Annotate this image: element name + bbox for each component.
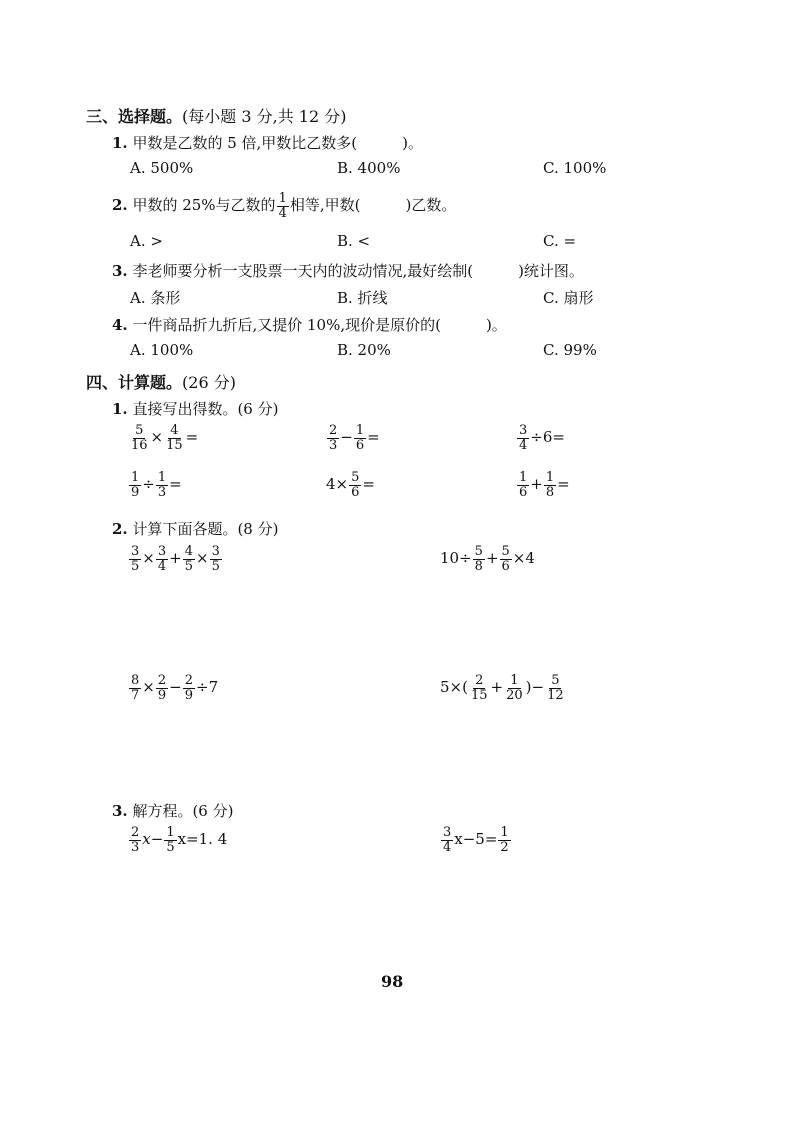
operator: + <box>169 549 182 568</box>
section-4-title <box>86 370 236 393</box>
fraction <box>210 545 222 573</box>
denominator: 3 <box>131 839 140 855</box>
numerator: 5 <box>551 673 560 688</box>
denominator: 6 <box>355 437 365 453</box>
fraction <box>129 545 141 573</box>
question-number: 1. <box>112 400 128 418</box>
question-4 <box>112 314 507 335</box>
question-text-post: 相等,甲数( )乙数。 <box>289 196 457 215</box>
numerator: 4 <box>184 544 193 559</box>
numerator: 3 <box>443 825 452 840</box>
numerator: 2 <box>184 673 193 688</box>
q4-option-b: B. 20% <box>337 341 391 359</box>
operator: + <box>530 475 543 494</box>
expression-mid: )− <box>525 678 545 697</box>
denominator: 3 <box>329 437 338 453</box>
page-number: 98 <box>381 972 404 991</box>
denominator: 12 <box>547 687 564 703</box>
expression-pre: 4× <box>326 475 349 494</box>
section-4-heading: 四、计算题。 <box>86 373 183 392</box>
fraction <box>469 674 490 702</box>
q3-option-b: B. 折线 <box>337 289 388 307</box>
numerator: 1 <box>131 470 140 485</box>
denominator: 4 <box>278 205 287 221</box>
expression-post: ÷7 <box>196 678 219 697</box>
denominator: 4 <box>519 437 528 453</box>
denominator: 5 <box>184 558 193 574</box>
question-text: 解方程。(6 分) <box>132 802 234 820</box>
question-text: 一件商品折九折后,又提价 10%,现价是原价的( )。 <box>132 316 507 334</box>
calc-problem-3 <box>128 674 218 702</box>
mental-calc-3 <box>516 424 565 452</box>
equation-2 <box>440 826 512 854</box>
numerator: 3 <box>131 544 140 559</box>
fraction <box>504 674 525 702</box>
numerator: 1 <box>545 470 555 485</box>
question-1 <box>112 132 423 153</box>
denominator: 15 <box>166 437 183 453</box>
equals-sign: = <box>367 428 380 447</box>
fraction <box>156 674 168 702</box>
denominator: 9 <box>157 687 167 703</box>
mental-calc-6 <box>516 471 570 499</box>
fraction <box>517 471 529 499</box>
denominator: 7 <box>131 687 140 703</box>
operator: ÷ <box>142 475 155 494</box>
operator: × <box>150 428 164 447</box>
fraction <box>327 424 339 452</box>
numerator: 2 <box>329 423 338 438</box>
q2-option-b: B. < <box>337 232 371 250</box>
operator: − <box>169 678 182 697</box>
expression-part: x=1. 4 <box>177 830 228 849</box>
fraction <box>441 826 453 854</box>
numerator: 3 <box>519 423 528 438</box>
q3-option-a: A. 条形 <box>130 289 181 307</box>
section-4-note: (26 分) <box>182 373 236 392</box>
denominator: 5 <box>131 558 140 574</box>
fraction <box>164 826 176 854</box>
numerator: 1 <box>166 825 175 840</box>
fraction <box>156 545 168 573</box>
operator: × <box>142 678 155 697</box>
numerator: 5 <box>501 544 510 559</box>
q2-option-a: A. > <box>130 232 163 250</box>
denominator: 8 <box>474 558 483 574</box>
denominator: 6 <box>519 484 528 500</box>
fraction <box>349 471 361 499</box>
equals-sign: = <box>169 475 182 494</box>
q1-option-b: B. 400% <box>337 159 401 177</box>
fraction <box>277 192 289 220</box>
numerator: 5 <box>474 544 483 559</box>
question-number: 1. <box>112 134 128 152</box>
denominator: 6 <box>351 484 360 500</box>
denominator: 15 <box>470 687 488 703</box>
denominator: 4 <box>157 558 167 574</box>
numerator: 1 <box>157 470 167 485</box>
equals-sign: = <box>362 475 375 494</box>
question-number: 2. <box>112 520 128 538</box>
mental-calc-4 <box>128 471 182 499</box>
fraction <box>545 674 566 702</box>
q1-option-a: A. 500% <box>130 159 194 177</box>
fraction <box>129 826 141 854</box>
operator: + <box>490 678 504 697</box>
numerator: 5 <box>351 470 360 485</box>
q4-option-a: A. 100% <box>130 341 194 359</box>
fraction <box>183 674 195 702</box>
q4-option-c: C. 99% <box>543 341 597 359</box>
denominator: 5 <box>166 839 175 855</box>
question-text: 直接写出得数。(6 分) <box>132 400 279 418</box>
question-text: 李老师要分析一支股票一天内的波动情况,最好绘制( )统计图。 <box>132 262 584 280</box>
operator: + <box>485 549 499 568</box>
calc-problem-2 <box>440 545 535 573</box>
denominator: 16 <box>131 437 148 453</box>
calc-problem-4 <box>440 674 567 702</box>
denominator: 3 <box>157 484 167 500</box>
numerator: 2 <box>157 673 167 688</box>
operator: × <box>142 549 155 568</box>
equals-sign: = <box>185 428 199 447</box>
expression-rest: ÷6= <box>530 428 565 447</box>
fraction <box>500 545 512 573</box>
numerator: 1 <box>510 673 519 688</box>
fraction <box>183 545 195 573</box>
numerator: 1 <box>355 423 365 438</box>
numerator: 4 <box>170 423 179 438</box>
expression-pre: 5×( <box>440 678 468 697</box>
fraction <box>517 424 529 452</box>
q3-option-c: C. 扇形 <box>543 289 594 307</box>
numerator: 2 <box>131 825 140 840</box>
denominator: 9 <box>184 687 193 703</box>
question-text-pre: 甲数的 25%与乙数的 <box>132 196 276 215</box>
numerator: 5 <box>135 423 144 438</box>
expression-part: x−5= <box>454 830 498 849</box>
question-number: 2. <box>112 196 128 215</box>
section-3-note: (每小题 3 分,共 12 分) <box>182 107 347 126</box>
fraction <box>498 826 510 854</box>
numerator: 3 <box>157 544 167 559</box>
denominator: 2 <box>500 839 509 855</box>
mental-calc-5 <box>326 471 375 499</box>
numerator: 1 <box>278 191 287 206</box>
mental-calc-1 <box>128 424 198 452</box>
question-3 <box>112 260 584 281</box>
operator: × <box>196 549 209 568</box>
question-text: 计算下面各题。(8 分) <box>132 520 279 538</box>
denominator: 8 <box>545 484 555 500</box>
expression-pre: 10÷ <box>440 549 472 568</box>
calc-problem-1 <box>128 545 223 573</box>
question-number: 3. <box>112 802 128 820</box>
numerator: 1 <box>519 470 528 485</box>
denominator: 5 <box>211 558 220 574</box>
question-number: 3. <box>112 262 128 280</box>
fraction <box>473 545 485 573</box>
operator: − <box>340 428 353 447</box>
denominator: 4 <box>443 839 452 855</box>
section-3-title <box>86 104 346 127</box>
fraction <box>164 424 185 452</box>
equation-1 <box>128 826 227 854</box>
expression-post: ×4 <box>512 549 535 568</box>
question-text: 甲数是乙数的 5 倍,甲数比乙数多( )。 <box>132 134 424 152</box>
mental-calc-2 <box>326 424 380 452</box>
fraction <box>129 471 141 499</box>
numerator: 1 <box>500 825 509 840</box>
fraction <box>129 674 141 702</box>
numerator: 2 <box>475 673 484 688</box>
equals-sign: = <box>557 475 570 494</box>
fraction <box>156 471 168 499</box>
subquestion-1 <box>112 398 278 419</box>
subquestion-3 <box>112 800 233 821</box>
fraction <box>354 424 366 452</box>
expression-part: x− <box>142 830 164 849</box>
numerator: 8 <box>131 673 140 688</box>
numerator: 3 <box>211 544 220 559</box>
section-3-heading: 三、选择题。 <box>86 107 183 126</box>
denominator: 6 <box>501 558 510 574</box>
denominator: 9 <box>131 484 140 500</box>
subquestion-2 <box>112 518 278 539</box>
denominator: 20 <box>506 687 523 703</box>
question-2 <box>112 192 456 220</box>
q1-option-c: C. 100% <box>543 159 607 177</box>
q2-option-c: C. = <box>543 232 577 250</box>
fraction <box>129 424 150 452</box>
question-number: 4. <box>112 316 128 334</box>
fraction <box>544 471 556 499</box>
